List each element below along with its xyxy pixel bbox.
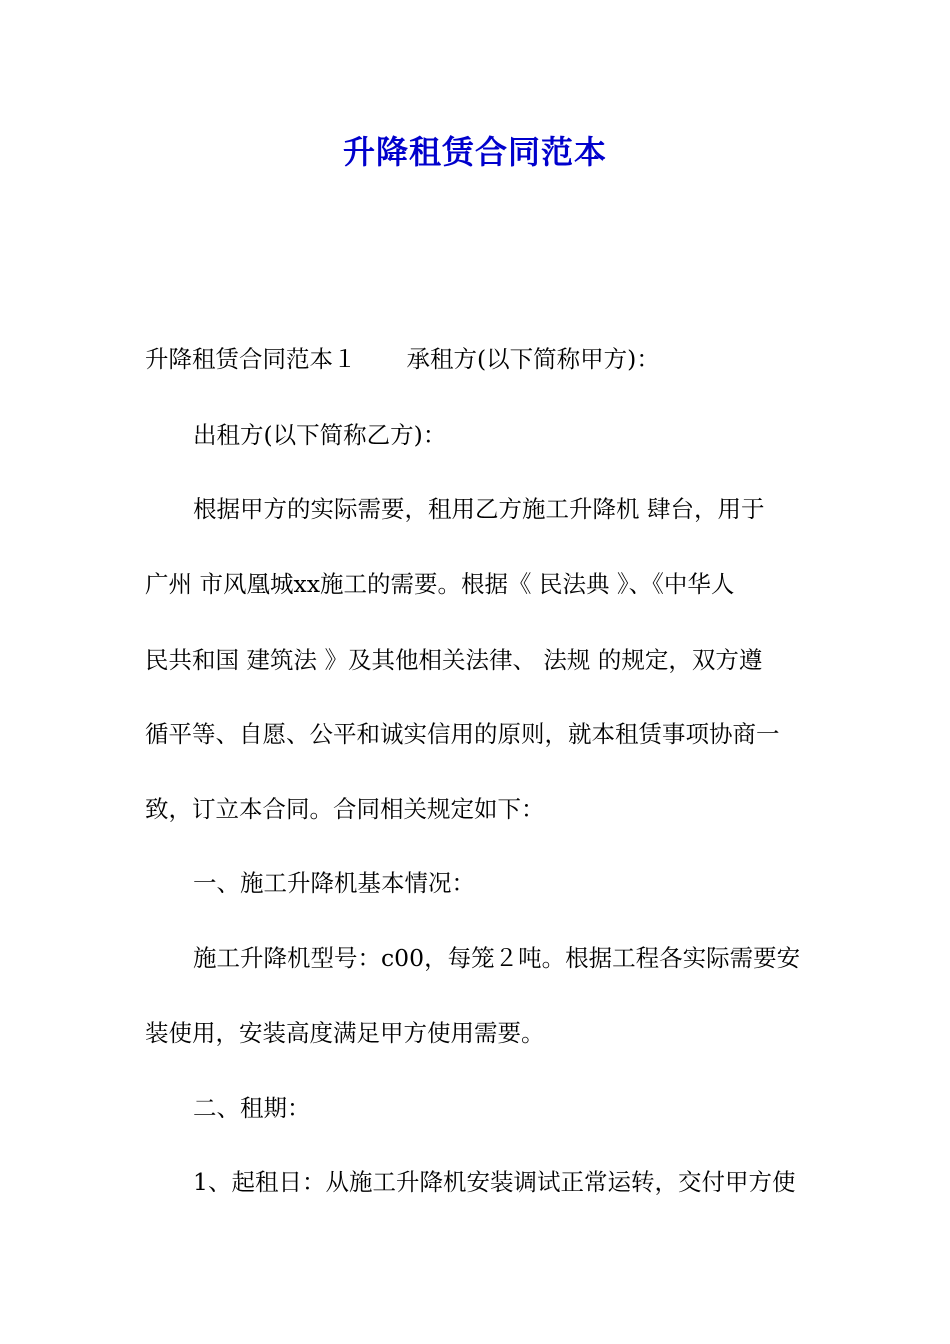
paragraph-line-9: 施工升降机型号：c00，每笼２吨。根据工程各实际需要安 [193, 944, 801, 972]
paragraph-line-3: 根据甲方的实际需要，租用乙方施工升降机 肆台，用于 [193, 495, 765, 523]
lessee-label: 承租方(以下简称甲方)： [406, 345, 660, 373]
lessor-line: 出租方(以下简称乙方)： [193, 421, 447, 449]
section-heading-1: 一、施工升降机基本情况： [193, 869, 475, 897]
paragraph-line-5: 民共和国 建筑法 》及其他相关法律、 法规 的规定，双方遵 [145, 646, 763, 674]
document-title: 升降租赁合同范本 [342, 133, 607, 171]
paragraph-line-7: 致，订立本合同。合同相关规定如下： [145, 795, 545, 823]
paragraph-line-1 [145, 342, 810, 376]
section-heading-2: 二、租期： [193, 1094, 311, 1122]
contract-heading: 升降租赁合同范本１ [145, 345, 357, 373]
paragraph-line-10: 装使用，安装高度满足甲方使用需要。 [145, 1019, 545, 1047]
paragraph-line-6: 循平等、自愿、公平和诚实信用的原则，就本租赁事项协商一 [145, 720, 780, 748]
paragraph-line-12: 1、起租日：从施工升降机安装调试正常运转，交付甲方使 [193, 1168, 796, 1196]
paragraph-line-4: 广州 市风凰城xx施工的需要。根据《 民法典 》、《中华人 [145, 570, 735, 598]
